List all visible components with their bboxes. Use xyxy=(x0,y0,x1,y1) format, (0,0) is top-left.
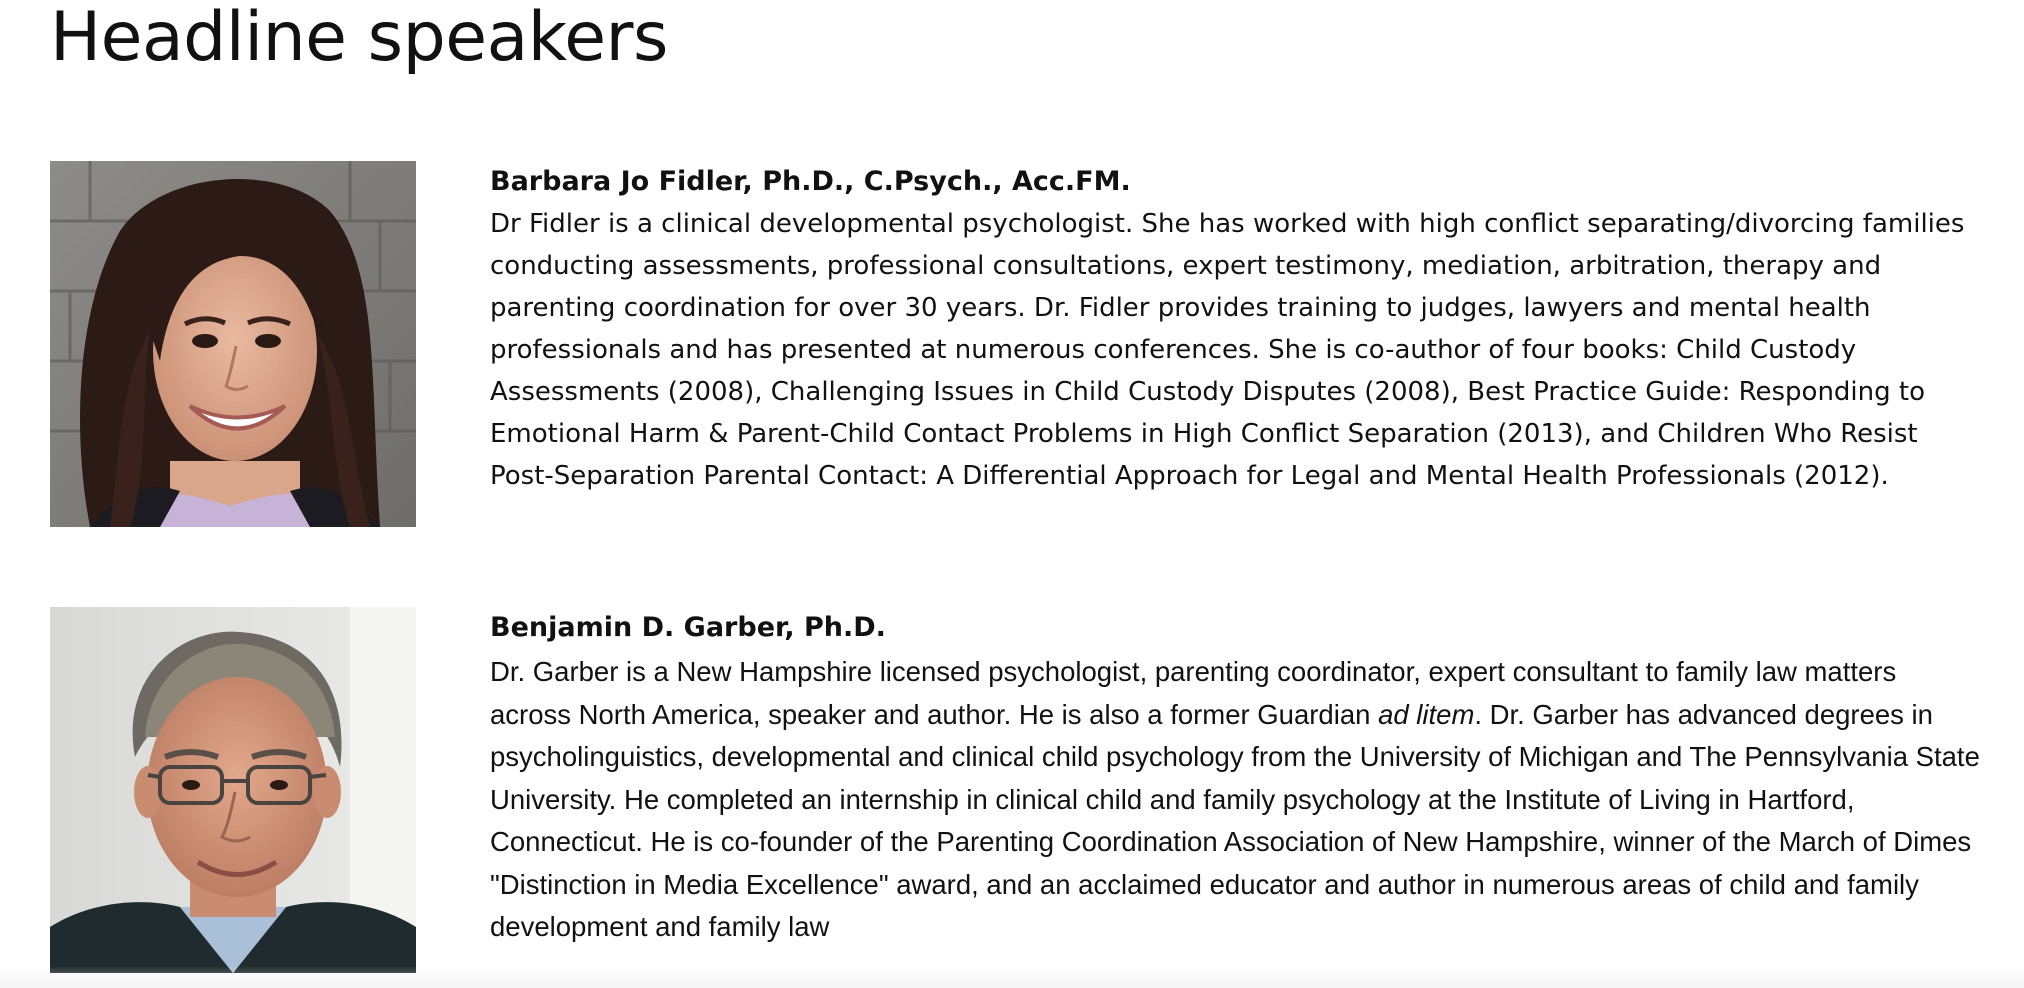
speaker-bio: Dr Fidler is a clinical developmental psychologist. She has worked with high conflict separating/divorcing families conducting assessments, professional consultations, expert testimony, mediation, arbitration, therapy and parenting coordination for over 30 years. Dr. Fidler provides training to judges, lawyers and mental health professionals and has presented at numerous conferences. She is co-author of four books: Child Custody Assessments (2008), Challenging Issues in Child Custody Disputes (2008), Best Practice Guide: Responding to Emotional Harm & Parent-Child Contact Problems in High Conflict Separation (2013), and Children Who Resist Post-Separation Parental Contact: A Differential Approach for Legal and Mental Health Professionals (2012). xyxy=(490,209,1965,491)
speaker-bio xyxy=(490,651,1980,949)
speaker-bio-block xyxy=(490,161,1980,497)
speaker-bio-italic: ad litem xyxy=(1378,698,1475,730)
speaker-photo-garber xyxy=(50,607,416,973)
speaker-bio-text: Dr. Garber is a New Hampshire licensed psychologist, parenting coordinator, expert consultant to family law matters across North America, speaker and author. He is also a former Guardian xyxy=(490,656,1897,730)
speaker-bio-block xyxy=(490,607,1980,949)
page-title: Headline speakers xyxy=(50,0,668,77)
speaker-name: Barbara Jo Fidler, Ph.D., C.Psych., Acc.FM. xyxy=(490,166,1131,197)
bottom-fade xyxy=(0,966,2024,988)
speaker-bio-text: . Dr. Garber has advanced degrees in psycholinguistics, developmental and clinical child psychology from the University of Michigan and The Pennsylvania State University. He completed an internship in clinical child and family psychology at the Institute of Living in Hartford, Connecticut. He is co-founder of the Parenting Coordination Association of New Hampshire, winner of the March of Dimes "Distinction in Media Excellence" award, and an acclaimed educator and author in numerous areas of child and family development and family law xyxy=(490,698,1980,942)
speaker-name: Benjamin D. Garber, Ph.D. xyxy=(490,612,886,643)
speaker-photo-fidler xyxy=(50,161,416,527)
